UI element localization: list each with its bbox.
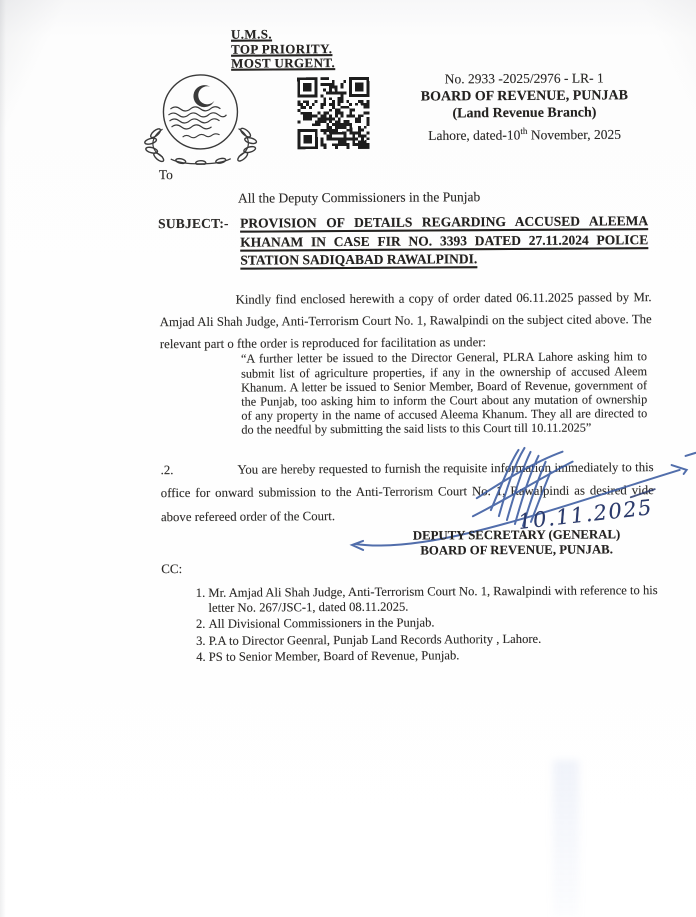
cc-item xyxy=(208,583,662,616)
cc-item-text: Mr. Amjad Ali Shah Judge, Anti-Terrorism Court No. 1, Rawalpindi with reference to his letter No. 267/JSC-1, dated 08.11.2025. xyxy=(208,583,658,616)
signatory-designation xyxy=(394,527,639,558)
priority-line-top-priority: TOP PRIORITY. xyxy=(231,40,333,57)
cc-item-text: PS to Senior Member, Board of Revenue, Punjab. xyxy=(208,648,460,664)
cc-list xyxy=(184,583,662,666)
date-ordinal-sup: th xyxy=(520,125,528,136)
signatory-title-line2: BOARD OF REVENUE, PUNJAB. xyxy=(420,542,613,558)
reference-number: No. 2933 -2025/2976 - LR- 1 xyxy=(444,70,604,87)
handwritten-date: 10.11.2025 xyxy=(516,495,655,534)
qr-code-icon xyxy=(291,77,375,150)
cc-item xyxy=(209,614,663,632)
paragraph-2-text: You are hereby requested to furnish the requisite information immediately to this office for onward submission to the Anti-Terrorism Court No. 1, Rawalpindi as desired vide above refereed order of the Court. xyxy=(160,459,654,524)
paragraph-number: .2. xyxy=(160,462,174,477)
priority-markings xyxy=(231,27,335,71)
date-suffix: November, 2025 xyxy=(527,126,622,142)
quoted-court-order: “A further letter be issued to the Director General, PLRA Lahore asking him to submit list of agriculture properties, if any in the ownership of accused Aleem Khanum. A letter be issued to Senior Member, Board of Revenue, government of the Punjab, too asking him to inform the Court about any mutation of ownership of any property in the name of accused Aleema Khanum. They all are directed to do the needful by submitting the said lists to this Court till 10.11.2025” xyxy=(240,349,648,437)
cc-item xyxy=(209,631,663,649)
to-label: To xyxy=(158,167,173,183)
organization-name: BOARD OF REVENUE, PUNJAB xyxy=(420,87,628,105)
priority-line-most-urgent: MOST URGENT. xyxy=(231,55,336,71)
date-prefix: Lahore, dated-10 xyxy=(428,126,521,143)
letterhead xyxy=(398,69,650,144)
subject-label: SUBJECT:- xyxy=(158,215,229,232)
cc-label: CC: xyxy=(161,561,183,577)
signatory-title-line1: DEPUTY SECRETARY (GENERAL) xyxy=(412,527,621,543)
subject-text: PROVISION OF DETAILS REGARDING ACCUSED ALEEMA KHANAM IN CASE FIR NO. 3393 DATED 27.11.2024 POLICE STATION SADIQABAD RAWALPINDI. xyxy=(240,213,649,268)
cc-item-text: All Divisional Commissioners in the Punjab. xyxy=(208,615,435,632)
branch-name: (Land Revenue Branch) xyxy=(452,105,597,122)
cc-item xyxy=(209,647,663,665)
priority-line-ums: U.M.S. xyxy=(230,26,273,42)
cc-item-text: P.A to Director Geenral, Punjab Land Records Authority , Lahore. xyxy=(208,631,542,648)
place-and-date xyxy=(399,122,651,145)
recipient-line: All the Deputy Commissioners in the Punjab xyxy=(237,189,481,206)
body-paragraph-1: Kindly find enclosed herewith a copy of order dated 06.11.2025 passed by Mr. Amjad Ali Shah Judge, Anti-Terrorism Court No. 1, Rawalpindi on the subject cited above. The relevant part o fthe order is reproduced for facilitation as under: xyxy=(159,289,652,351)
punjab-emblem-icon xyxy=(136,70,273,165)
